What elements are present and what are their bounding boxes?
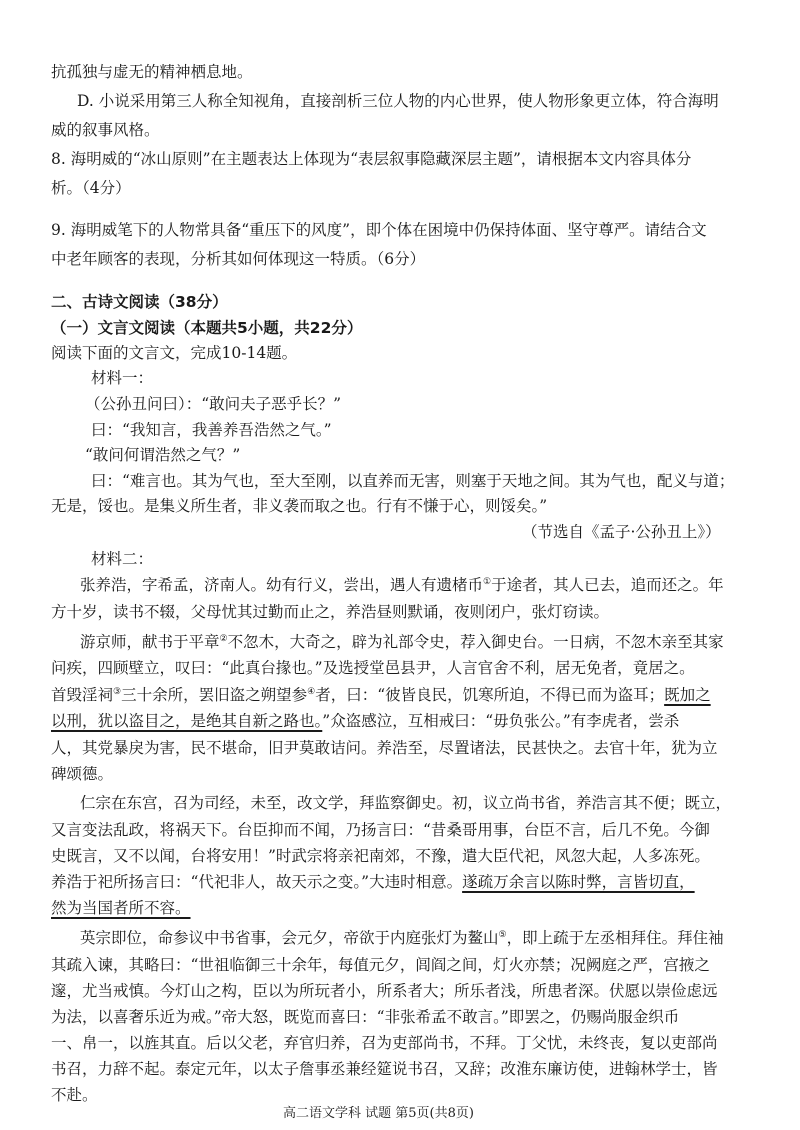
text-line: 不赴。: [51, 1086, 98, 1104]
subsection-heading: （一）文言文阅读（本题共5小题，共22分）: [51, 319, 363, 337]
text-line: 英宗即位，命参议中书省事，会元夕，帝欲于内庭张灯为鳌山⑤，即上疏于左丞相拜住。拜住袖: [80, 929, 724, 947]
option-d: D. 小说采用第三人称全知视角，直接剖析三位人物的内心世界，使人物形象更立体，符合海明: [77, 92, 719, 110]
text-line: 史既言，又不以闻，台将安用！”时武宗将亲祀南郊，不豫，遣大臣代祀，风忽大起，人多冻死。: [51, 847, 710, 865]
text-line: （公孙丑问曰）：“敢问夫子恶乎长？”: [85, 395, 342, 413]
text-line: 威的叙事风格。: [51, 121, 160, 139]
material-two-label: 材料二：: [91, 550, 154, 568]
text-line: 首毁淫祠③三十余所，罢旧盗之朔望参④者，曰：“彼皆良民，饥寒所迫，不得已而为盗耳；既加之: [51, 686, 711, 704]
footnote-marker: ①: [483, 576, 492, 587]
underlined-sentence: 以刑，犹以盗目之，是绝其自新之路也。: [51, 712, 323, 730]
footnote-marker: ④: [307, 686, 316, 697]
text-line: 析。（4分）: [51, 179, 131, 197]
text-line: 其疏入谏，其略曰：“世祖临御三十余年，每值元夕，闾阎之间，灯火亦禁；况阙庭之严，宫掖之: [51, 956, 710, 974]
text-line: 游京师，献书于平章②不忽木，大奇之，辟为礼部令史，荐入御史台。一日病，不忽木亲至其家: [80, 633, 724, 651]
text-line: 张养浩，字希孟，济南人。幼有行义，尝出，遇人有遗楮币①于途者，其人已去，追而还之。年: [80, 576, 724, 594]
footnote-marker: ⑤: [498, 929, 507, 940]
question-8: 8. 海明威的“冰山原则”在主题表达上体现为“表层叙事隐藏深层主题”，请根据本文内容具体分: [51, 150, 692, 168]
text-line: 碑颂德。: [51, 765, 114, 783]
text-line: 曰：“我知言，我善养吾浩然之气。”: [91, 421, 332, 439]
material-one-label: 材料一：: [91, 369, 154, 387]
text-line: 人，其党暴戾为害，民不堪命，旧尹莫敢诘问。养浩至，尽置诸法，民甚快之。去官十年，犹为立: [51, 739, 718, 757]
section-heading: 二、古诗文阅读（38分）: [51, 293, 228, 311]
text-line: 一、帛一，以旌其直。后以父老，弃官归养，召为吏部尚书，不拜。丁父忧，未终丧，复以吏部尚: [51, 1034, 718, 1052]
underlined-sentence: 遂疏万余言以陈时弊，言皆切直，: [462, 873, 695, 891]
footnote-marker: ③: [113, 686, 122, 697]
text-line: 问疾，四顾壁立，叹曰：“此真台掾也。”及选授堂邑县尹，人言官舍不利，居无免者，竟居之。: [51, 659, 695, 677]
text-line: 又言变法乱政，将祸天下。台臣抑而不闻，乃扬言曰：“昔桑哥用事，台臣不言，后几不免。今御: [51, 821, 710, 839]
text-line: 中老年顾客的表现，分析其如何体现这一特质。（6分）: [51, 250, 426, 268]
underlined-sentence: 既加之: [664, 686, 711, 704]
footnote-marker: ②: [219, 633, 228, 644]
underlined-sentence: 然为当国者所不容。: [51, 899, 191, 917]
text-line: 无是，馁也。是集义所生者，非义袭而取之也。行有不慊于心，则馁矣。”: [51, 497, 548, 515]
page-footer: 高二语文学科 试题 第5页(共8页): [283, 1106, 474, 1121]
text-line: 抗孤独与虚无的精神栖息地。: [51, 63, 253, 81]
text-line: [51, 898, 191, 918]
text-line: 曰：“难言也。其为气也，至大至刚，以直养而无害，则塞于天地之间。其为气也，配义与道；: [91, 472, 735, 490]
question-9: 9. 海明威笔下的人物常具备“重压下的风度”，即个体在困境中仍保持体面、坚守尊严。请结合文: [51, 221, 707, 239]
text-line: 为法，以喜奢乐近为戒。”帝大怒，既览而喜曰：“非张希孟不敢言。”即罢之，仍赐尚服金织币: [51, 1008, 680, 1026]
instructions: 阅读下面的文言文，完成10-14题。: [51, 344, 298, 362]
text-line: 书召，力辞不起。泰定元年，以太子詹事丞兼经筵说书召，又辞；改淮东廉访使，进翰林学士，皆: [51, 1060, 718, 1078]
text-line: 邃，尤当戒慎。今灯山之构，臣以为所玩者小，所系者大；所乐者浅，所患者深。伏愿以崇俭虑远: [51, 982, 718, 1000]
text-line: 以刑，犹以盗目之，是绝其自新之路也。”众盗感泣，互相戒曰：“毋负张公。”有李虎者，尝杀: [51, 712, 680, 730]
text-line: 养浩于祀所扬言曰：“代祀非人，故天示之变。”大违时相意。遂疏万余言以陈时弊，言皆切直，: [51, 873, 695, 891]
source-citation: （节选自《孟子·公孙丑上》）: [522, 523, 721, 541]
text-line: 仁宗在东宫，召为司经，未至，改文学，拜监察御史。初，议立尚书省，养浩言其不便；既立，: [80, 794, 732, 812]
text-line: 方十岁，读书不辍，父母忧其过勤而止之，养浩昼则默诵，夜则闭户，张灯窃读。: [51, 603, 610, 621]
text-line: “敢问何谓浩然之气？”: [85, 446, 241, 464]
